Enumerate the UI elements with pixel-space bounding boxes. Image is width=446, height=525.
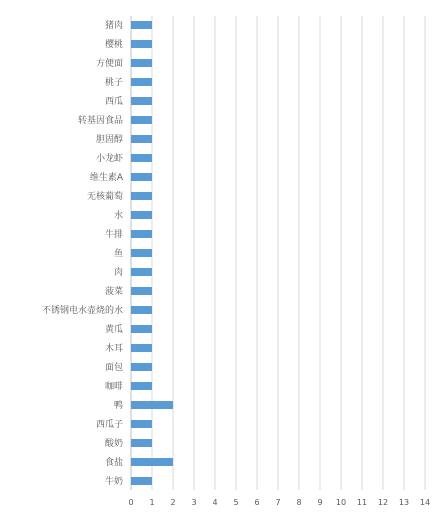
category-label: 无核葡萄	[86, 192, 123, 202]
category-label: 鱼	[113, 249, 123, 259]
bar	[131, 363, 152, 371]
bar	[131, 78, 152, 86]
category-label: 肉	[113, 268, 123, 278]
bar	[131, 268, 152, 276]
bar	[131, 344, 152, 352]
gridlines	[152, 16, 425, 490]
x-tick-label: 12	[377, 498, 389, 507]
category-label: 牛奶	[104, 477, 123, 487]
x-tick-label: 6	[254, 498, 260, 507]
x-tick-label: 11	[356, 498, 368, 507]
x-tick-label: 9	[317, 498, 323, 507]
bar	[131, 477, 152, 485]
category-label: 面包	[104, 363, 123, 373]
x-tick-labels	[128, 498, 430, 507]
category-labels	[42, 19, 124, 487]
x-tick-label: 2	[170, 498, 176, 507]
x-tick-label: 10	[335, 498, 347, 507]
category-label: 食盐	[104, 458, 123, 468]
category-label: 不锈钢电水壶烧的水	[41, 306, 123, 316]
bar	[131, 306, 152, 314]
category-label: 鸭	[113, 401, 123, 411]
bar	[131, 21, 152, 29]
category-label: 小龙虾	[95, 154, 123, 164]
category-label: 桃子	[104, 78, 123, 88]
bar	[131, 40, 152, 48]
bar	[131, 173, 152, 181]
bar	[131, 287, 152, 295]
category-label: 酸奶	[104, 439, 123, 449]
x-tick-label: 13	[398, 498, 410, 507]
category-label: 方便面	[95, 59, 123, 69]
category-label: 西瓜	[104, 97, 123, 107]
bar	[131, 211, 152, 219]
category-label: 牛排	[104, 230, 123, 240]
category-label: 黄瓜	[104, 325, 123, 335]
category-label: 木耳	[104, 344, 123, 354]
category-label: 咖啡	[104, 382, 123, 392]
bar	[131, 192, 152, 200]
x-tick-label: 5	[233, 498, 239, 507]
bar	[131, 401, 173, 409]
bar	[131, 420, 152, 428]
bar	[131, 458, 173, 466]
x-tick-label: 8	[296, 498, 302, 507]
bar	[131, 154, 152, 162]
bar	[131, 249, 152, 257]
bar	[131, 230, 152, 238]
x-tick-label: 7	[275, 498, 281, 507]
x-tick-label: 0	[128, 498, 134, 507]
bar	[131, 135, 152, 143]
category-label: 维生素A	[89, 173, 123, 183]
category-label: 水	[113, 211, 123, 221]
bar	[131, 59, 152, 67]
bar	[131, 325, 152, 333]
x-tick-label: 4	[212, 498, 218, 507]
bar	[131, 97, 152, 105]
bar	[131, 382, 152, 390]
category-label: 樱桃	[104, 40, 123, 50]
category-label: 胆固醇	[95, 135, 123, 145]
x-tick-label: 14	[419, 498, 431, 507]
category-label: 转基因食品	[77, 116, 123, 126]
bar	[131, 439, 152, 447]
x-tick-label: 3	[191, 498, 197, 507]
category-label: 菠菜	[104, 287, 123, 297]
category-label: 猪肉	[104, 21, 123, 31]
bar	[131, 116, 152, 124]
category-label: 西瓜子	[95, 420, 123, 430]
x-tick-label: 1	[149, 498, 155, 507]
